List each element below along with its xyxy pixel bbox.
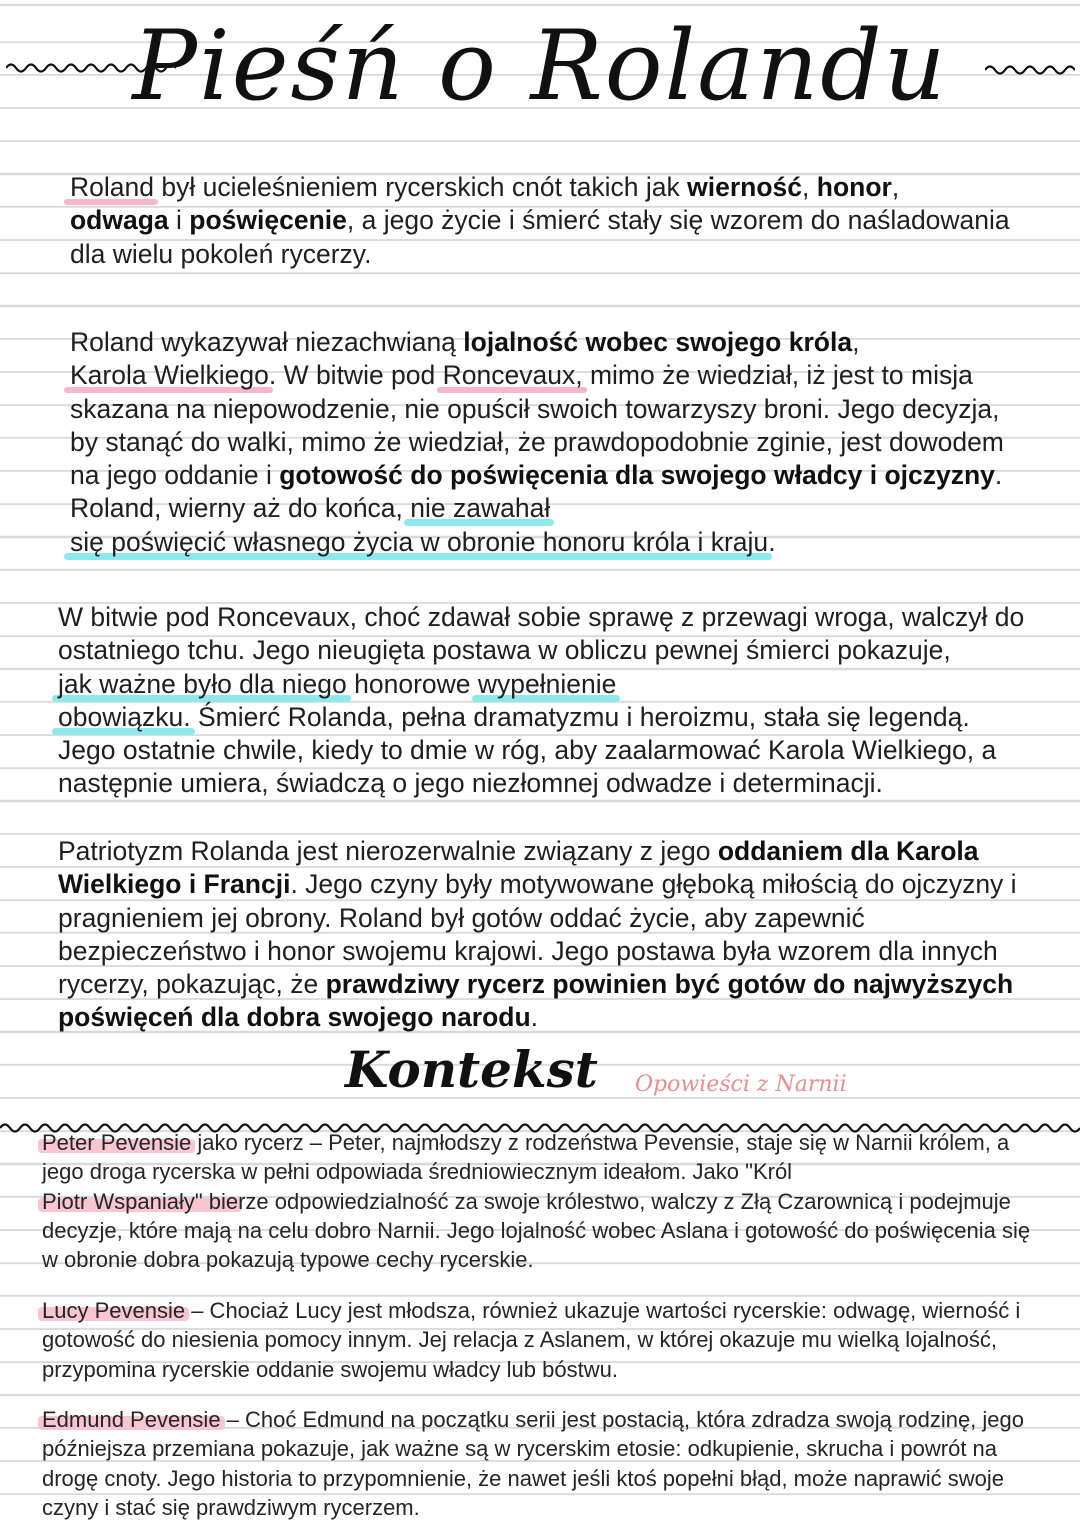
highlight-sacrifice: się poświęcić własnego życia w obronie honoru króla i kraju bbox=[70, 526, 769, 557]
highlight-duty: obowiązku. bbox=[58, 701, 191, 732]
page-title: Pieśń o Rolandu bbox=[132, 10, 948, 122]
highlight-karol: Karola Wielkiego bbox=[70, 360, 269, 391]
paragraph-virtues: Roland był ucieleśnieniem rycerskich cnót takich jak wierność, honor, odwaga i poświęcenie, a jego życie i śmierć stały się wzorem do naśladowania dla wielu pokoleń rycerzy. bbox=[70, 172, 1010, 269]
highlight-peter: Peter Pevensie bbox=[42, 1130, 192, 1155]
context-peter: Peter Pevensie jako rycerz – Peter, najmłodszy z rodzeństwa Pevensie, staje się w Narnii królem, a jego droga rycerska w pełni odpowiada średniowiecznym ideałom. Jako "Król Piotr Wspaniały" bierze odpowiedzialność za swoje królestwo, walczy z Złą Czarownicą i podejmuje decyzje, które mają na celu dobro Narnii. Jego lojalność wobec Aslana i gotowość do poświęcenia się w obronie dobra pokazują typowe cechy rycerskie. bbox=[42, 1130, 1031, 1273]
highlight-edmund: Edmund Pevensie bbox=[42, 1407, 221, 1432]
title-row bbox=[0, 0, 1080, 130]
highlight-piotr: Piotr Wspaniały" bie bbox=[42, 1188, 239, 1214]
paragraph-loyalty: Roland wykazywał niezachwianą lojalność wobec swojego króla, Karola Wielkiego. W bitwie pod Roncevaux, mimo że wiedział, iż jest to misja skazana na niepowodzenie, nie opuścił swoich towarzyszy broni. Jego decyzja, by stanąć do walki, mimo że wiedział, że prawdopodobnie zginie, jest dowodem na jego oddanie i gotowość do poświęcenia dla swojego władcy i ojczyzny. Roland, wierny aż do końca, nie zawahał się poświęcić własnego życia w obronie honoru króla i kraju. bbox=[70, 327, 1004, 557]
context-subtitle: Opowieści z Narnii bbox=[635, 1072, 847, 1097]
paragraph-battle: W bitwie pod Roncevaux, choć zdawał sobie sprawę z przewagi wroga, walczył do ostatniego tchu. Jego nieugięta postawa w obliczu pewnej śmierci pokazuje, jak ważne było dla niego honorowe wypełnienie obowiązku. Śmierć Rolanda, pełna dramatyzmu i heroizmu, stała się legendą. Jego ostatnie chwile, kiedy to dmie w róg, aby zaalarmować Karola Wielkiego, a następnie umiera, świadczą o jego niezłomnej odwadze i determinacji. bbox=[58, 602, 1025, 799]
highlight-roland: Roland bbox=[70, 172, 154, 202]
highlight-lucy: Lucy Pevensie bbox=[42, 1298, 186, 1323]
paragraph-patriotism: Patriotyzm Rolanda jest nierozerwalnie związany z jego oddaniem dla Karola Wielkiego i Francji. Jego czyny były motywowane głęboką miłością do ojczyzny i pragnieniem jej obrony. Roland był gotów oddać życie, aby zapewnić bezpieczeństwo i honor swojemu krajowi. Jego postawa była wzorem dla innych rycerzy, pokazując, że prawdziwy rycerz powinien być gotów do najwyższych poświęceń dla dobra swojego narodu. bbox=[58, 836, 1017, 1033]
context-title: Kontekst bbox=[345, 1040, 598, 1099]
highlight-important: jak ważne było dla niego bbox=[58, 668, 347, 699]
highlight-nie-zawahal: nie zawahał bbox=[410, 493, 551, 524]
highlight-fulfilment: wypełnienie bbox=[477, 668, 617, 699]
context-lucy: Lucy Pevensie – Chociaż Lucy jest młodsza, również ukazuje wartości rycerskie: odwagę, wierność i gotowość do niesienia pomocy innym. Jej relacja z Aslanem, w której okazuje mu wielką lojalność, przypomina rycerskie oddanie swojemu władcy lub bóstwu. bbox=[42, 1298, 1021, 1382]
highlight-roncevaux: Roncevaux, bbox=[442, 360, 583, 391]
context-edmund: Edmund Pevensie – Choć Edmund na początku serii jest postacią, która zdradza swoją rodzinę, jego późniejsza przemiana pokazuje, jak ważne są w rycerskim etosie: odkupienie, skrucha i powrót na drogę cnoty. Jego historia to przypomnienie, że nawet jeśli ktoś popełni błąd, może naprawić swoje czyny i stać się prawdziwym rycerzem. bbox=[42, 1407, 1024, 1520]
